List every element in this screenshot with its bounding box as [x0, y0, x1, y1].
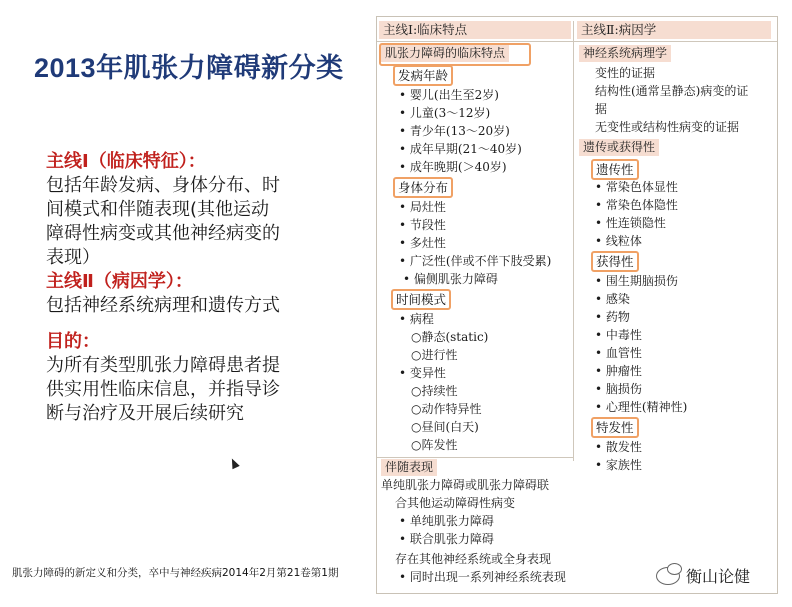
- time-item-4: • 变异性: [399, 366, 446, 380]
- col1-section-highlight: [379, 43, 531, 66]
- goal-heading: 目的：: [46, 331, 100, 352]
- time-item-8: ○阵发性: [411, 438, 458, 452]
- body-item-2: • 节段性: [399, 218, 446, 232]
- time-item-2: ○静态(static): [411, 330, 489, 344]
- gen-item-3: • 性连锁隐性: [595, 216, 666, 230]
- assoc-item-1: 单纯肌张力障碍或肌张力障碍联: [381, 478, 550, 492]
- age-label: 发病年龄: [393, 65, 453, 86]
- col1-header: 主线Ⅰ:临床特点: [379, 21, 571, 39]
- age-item-3: • 青少年(13～20岁): [399, 124, 510, 138]
- axis2-heading: 主线Ⅱ（病因学）：: [46, 271, 193, 292]
- acq-item-2: • 感染: [595, 292, 630, 306]
- column-divider: [573, 21, 574, 461]
- idio-item-1: • 散发性: [595, 440, 642, 454]
- axis1-line-2: 间模式和伴随表现(其他运动: [46, 199, 270, 220]
- axis1-heading: 主线Ⅰ（临床特征）：: [46, 151, 206, 172]
- age-item-1: • 婴儿(出生至2岁): [399, 88, 499, 102]
- assoc-item-2: 合其他运动障碍性病变: [395, 496, 516, 510]
- body-item-3: • 多灶性: [399, 236, 446, 250]
- acq-item-8: • 心理性(精神性): [595, 400, 688, 414]
- time-item-1: • 病程: [399, 312, 434, 326]
- assoc-item-5: 存在其他神经系统或全身表现: [395, 552, 552, 566]
- header-divider: [377, 41, 777, 42]
- col1-section: 肌张力障碍的临床特点: [381, 45, 509, 62]
- assoc-item-6: • 同时出现一系列神经系统表现: [399, 570, 566, 584]
- col2-section-genetics: 遗传或获得性: [579, 139, 659, 156]
- gen-item-4: • 线粒体: [595, 234, 642, 248]
- time-item-3: ○进行性: [411, 348, 458, 362]
- goal-line-3: 断与治疗及开展后续研究: [46, 403, 244, 424]
- time-item-5: ○持续性: [411, 384, 458, 398]
- hereditary-label: 遗传性: [591, 159, 639, 180]
- path-item-4: 无变性或结构性病变的证据: [595, 120, 740, 134]
- axis1-line-3: 障碍性病变或其他神经病变的: [46, 223, 280, 244]
- gen-item-1: • 常染色体显性: [595, 180, 678, 194]
- age-item-5: • 成年晚期(＞40岁): [399, 160, 507, 174]
- time-item-7: ○昼间(白天): [411, 420, 479, 434]
- path-item-2: 结构性(通常呈静态)病变的证: [595, 84, 749, 98]
- age-item-4: • 成年早期(21～40岁): [399, 142, 522, 156]
- axis1-line-4: 表现）: [46, 247, 100, 268]
- age-item-2: • 儿童(3～12岁): [399, 106, 491, 120]
- acq-item-5: • 血管性: [595, 346, 642, 360]
- time-label: 时间模式: [391, 289, 451, 310]
- goal-line-2: 供实用性临床信息，并指导诊: [46, 379, 280, 400]
- assoc-divider: [377, 457, 573, 458]
- acq-item-3: • 药物: [595, 310, 630, 324]
- time-item-6: ○动作特异性: [411, 402, 482, 416]
- col2-header: 主线Ⅱ:病因学: [577, 21, 771, 39]
- body-item-5: • 偏侧肌张力障碍: [403, 272, 498, 286]
- acq-item-7: • 脑损伤: [595, 382, 642, 396]
- classification-table: [376, 16, 778, 594]
- footnote: 肌张力障碍的新定义和分类，卒中与神经疾病2014年2月第21卷第1期: [12, 567, 339, 579]
- mouse-cursor-icon: [228, 457, 239, 469]
- goal-line-1: 为所有类型肌张力障碍患者提: [46, 355, 280, 376]
- gen-item-2: • 常染色体隐性: [595, 198, 678, 212]
- acq-item-6: • 肿瘤性: [595, 364, 642, 378]
- slide-title: 2013年肌张力障碍新分类: [34, 53, 344, 83]
- assoc-item-4: • 联合肌张力障碍: [399, 532, 494, 546]
- axis2-body: 包括神经系统病理和遗传方式: [46, 295, 280, 316]
- axis1-line-1: 包括年龄发病、身体分布、时: [46, 175, 280, 196]
- assoc-section: 伴随表现: [381, 459, 437, 476]
- body-item-4: • 广泛性(伴或不伴下肢受累): [399, 254, 552, 268]
- wechat-icon: [656, 567, 680, 585]
- body-item-1: • 局灶性: [399, 200, 446, 214]
- idio-item-2: • 家族性: [595, 458, 642, 472]
- acq-item-1: • 围生期脑损伤: [595, 274, 678, 288]
- assoc-item-3: • 单纯肌张力障碍: [399, 514, 494, 528]
- col2-section-pathology: 神经系统病理学: [579, 45, 671, 62]
- idiopathic-label: 特发性: [591, 417, 639, 438]
- path-item-1: 变性的证据: [595, 66, 656, 80]
- path-item-3: 据: [595, 102, 608, 116]
- acq-item-4: • 中毒性: [595, 328, 642, 342]
- acquired-label: 获得性: [591, 251, 639, 272]
- watermark-text: 衡山论健: [686, 567, 751, 586]
- left-content: [46, 150, 346, 426]
- body-label: 身体分布: [393, 177, 453, 198]
- watermark-logo: [656, 564, 750, 587]
